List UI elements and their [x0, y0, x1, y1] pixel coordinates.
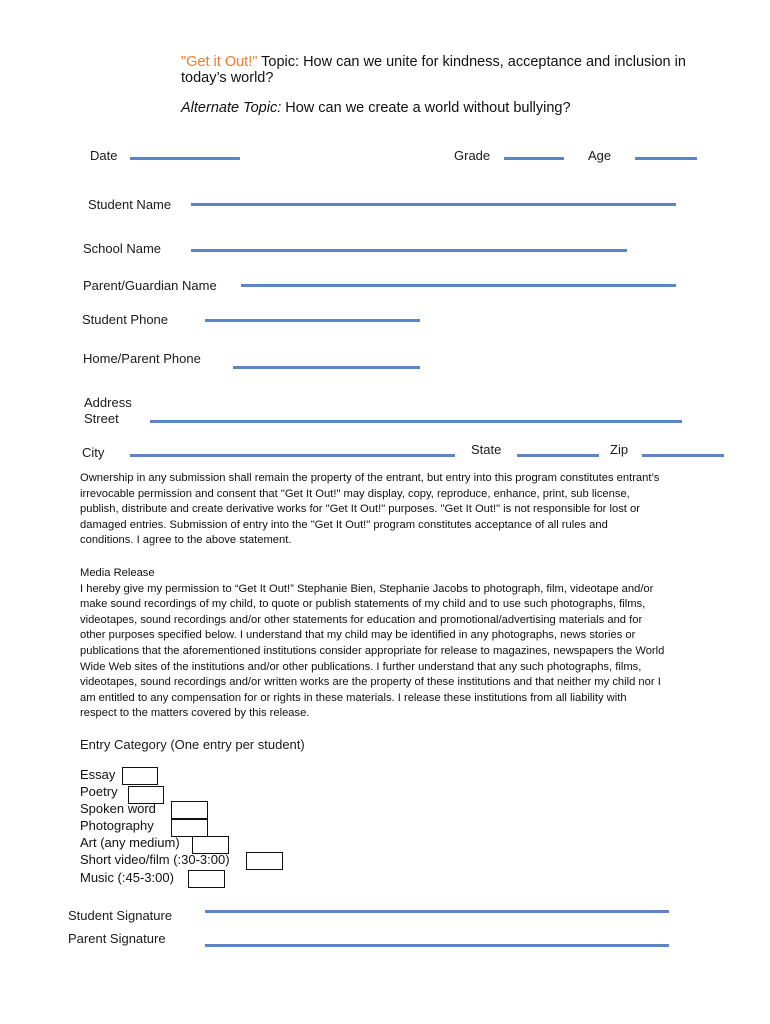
student-name-label: Student Name [88, 197, 172, 212]
ownership-line: publish, distribute and create derivative works for "Get It Out!" purposes. "Get It Out!" is not responsible for lost or [80, 503, 640, 516]
city-field[interactable] [130, 454, 455, 457]
parent-signature-label: Parent Signature [68, 931, 166, 946]
category-art-label: Art (any medium) [80, 835, 180, 850]
ownership-line: Ownership in any submission shall remain the property of the entrant, but entry into this program constitutes entrant’s [80, 472, 660, 484]
address-label: Address [84, 395, 132, 410]
media-release-line: make sound recordings of my child, to quote or publish statements of my child and to use such photographs, films, [80, 598, 646, 611]
ownership-statement [80, 471, 748, 549]
grade-label: Grade [454, 148, 491, 163]
entry-category-title: Entry Category (One entry per student) [80, 737, 305, 752]
ownership-line: irrevocable permission and consent that "Get It Out!" may display, copy, reproduce, enhance, print, sub license, [80, 487, 630, 500]
media-release-line: videotapes, sound recordings and/or written works are the property of these institutions and that neither my child nor I [80, 676, 661, 689]
category-photography-label: Photography [80, 818, 154, 833]
media-release-line: Wide Web sites of the institutions and/or other publications. I further understand that any such photographs, films, [80, 660, 642, 673]
grade-field[interactable] [504, 157, 564, 160]
category-spoken-word-label: Spoken word [80, 801, 156, 816]
media-release [80, 566, 748, 722]
date-field[interactable] [130, 157, 240, 160]
city-label: City [82, 445, 105, 460]
street-label: Street [84, 411, 119, 426]
age-field[interactable] [635, 157, 697, 160]
date-label: Date [90, 148, 118, 163]
category-essay-checkbox[interactable] [122, 767, 158, 785]
state-field[interactable] [517, 454, 599, 457]
topic-label: Topic: [261, 54, 300, 70]
school-name-label: School Name [83, 241, 162, 256]
parent-signature-field[interactable] [205, 944, 669, 947]
home-phone-field[interactable] [233, 366, 420, 369]
ownership-line: damaged entries. Submission of entry into the "Get It Out!" program constitutes acceptance of all rules and [80, 518, 608, 531]
category-music-checkbox[interactable] [188, 870, 225, 888]
zip-field[interactable] [642, 454, 724, 457]
media-release-line: videotapes, sound recordings and/or other statements for education and promotional/advertising materials and for [80, 613, 643, 626]
category-spoken-word-checkbox[interactable] [171, 801, 208, 819]
student-phone-field[interactable] [205, 319, 420, 322]
media-release-title: Media Release [80, 567, 155, 579]
media-release-line: am entitled to any compensation for or rights in these materials. I release these institutions from all liability with [80, 691, 627, 704]
parent-name-field[interactable] [241, 284, 676, 287]
alternate-topic [181, 100, 741, 116]
category-video-label: Short video/film (:30-3:00) [80, 852, 230, 867]
zip-label: Zip [610, 442, 629, 457]
age-label: Age [588, 148, 612, 163]
media-release-line: publications that the aforementioned institutions consider appropriate for release to magazines, newspapers the World [80, 644, 665, 657]
brand-name: "Get it Out!" [181, 54, 258, 70]
school-name-field[interactable] [191, 249, 627, 252]
category-music-label: Music (:45-3:00) [80, 870, 174, 885]
state-label: State [471, 442, 502, 457]
student-name-field[interactable] [191, 203, 676, 206]
media-release-line: respect to the matters covered by this release. [80, 707, 310, 720]
topic-heading [181, 54, 741, 86]
alternate-topic-label: Alternate Topic: [181, 100, 282, 116]
category-poetry-label: Poetry [80, 784, 118, 799]
home-phone-label: Home/Parent Phone [83, 351, 201, 366]
student-phone-label: Student Phone [82, 312, 169, 327]
topic-question-cont: today’s world? [181, 70, 274, 86]
alternate-topic-question: How can we create a world without bullying? [285, 100, 571, 116]
category-essay-label: Essay [80, 767, 116, 782]
media-release-line: other purposes specified below. I understand that my child may be identified in any photographs, news stories or [80, 629, 636, 642]
topic-question: How can we unite for kindness, acceptance and inclusion in [303, 54, 686, 70]
parent-name-label: Parent/Guardian Name [83, 278, 217, 293]
ownership-line: conditions. I agree to the above statement. [80, 534, 292, 547]
student-signature-label: Student Signature [68, 908, 173, 923]
student-signature-field[interactable] [205, 910, 669, 913]
media-release-line: I hereby give my permission to “Get It Out!” Stephanie Bien, Stephanie Jacobs to photograph, film, videotape and/or [80, 582, 654, 595]
category-video-checkbox[interactable] [246, 852, 283, 870]
street-field[interactable] [150, 420, 682, 423]
